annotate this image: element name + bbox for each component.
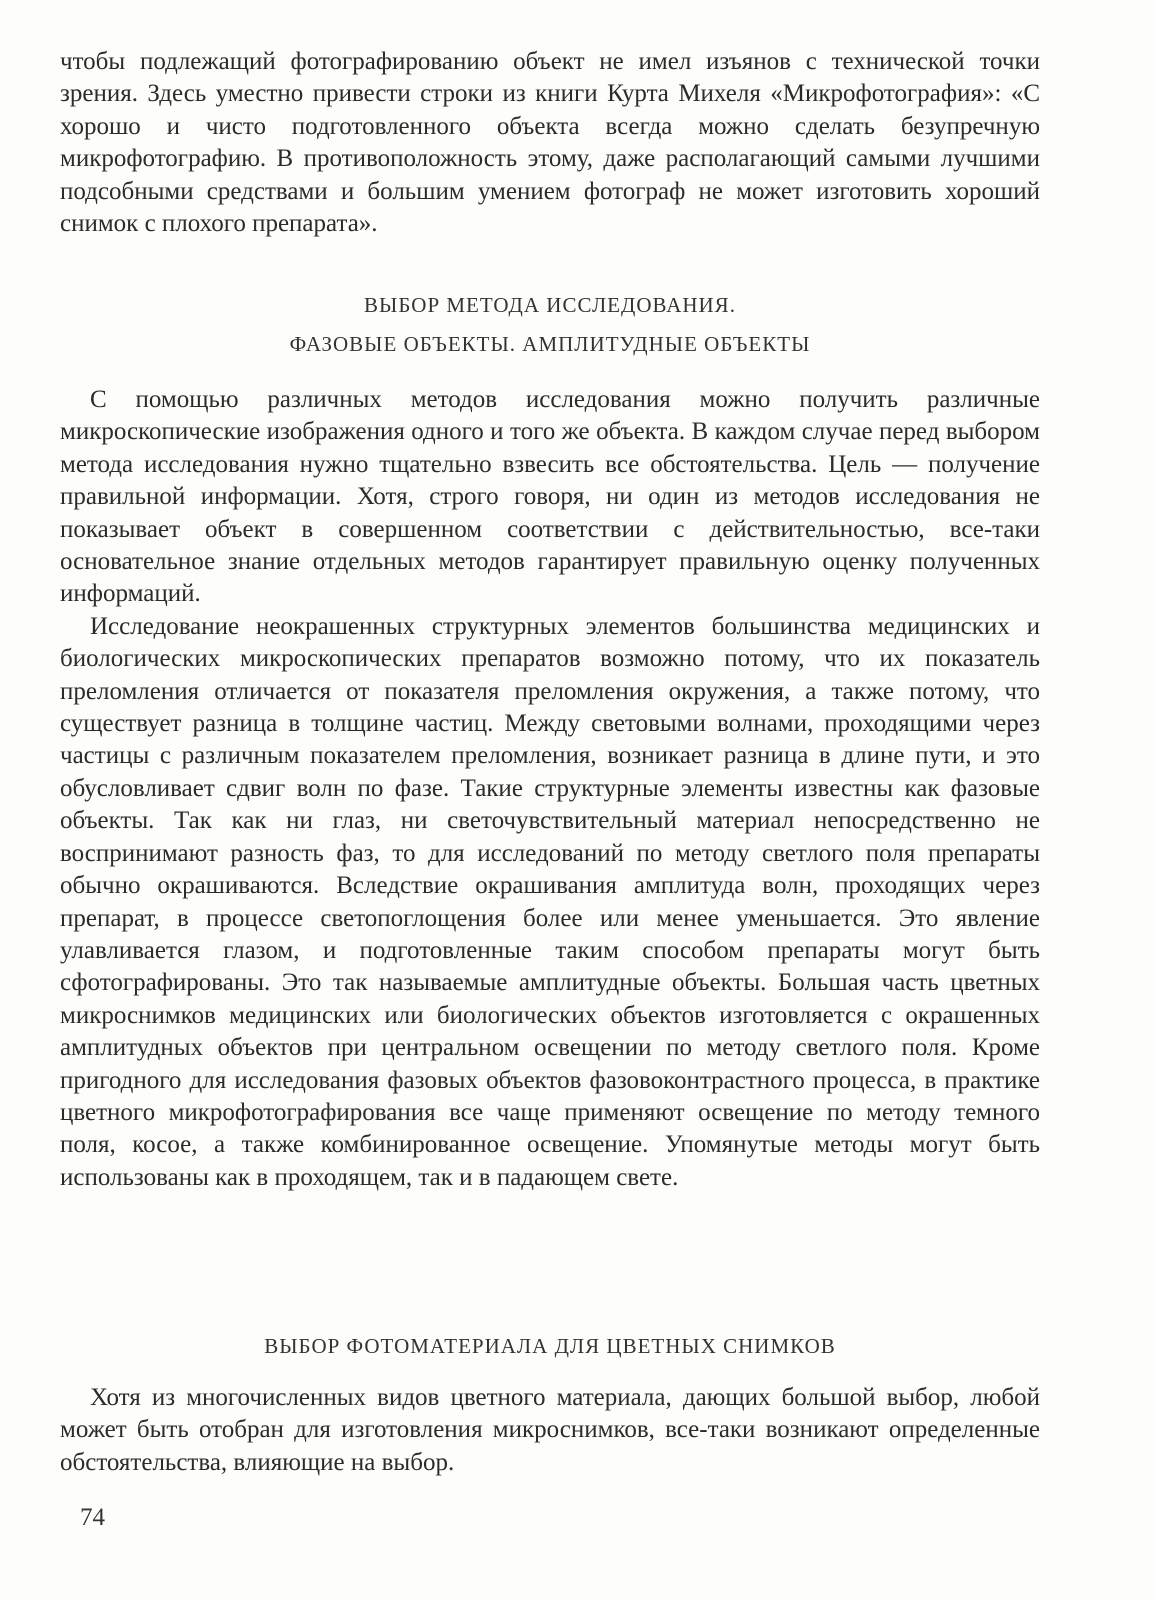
paragraph-photomaterial: Хотя из многочисленных видов цветного материала, дающих большой выбор, любой может быть отобран для изготовления микроснимков, все-таки возникают определенные обстоятельства, влияющие на выбор.	[60, 1384, 1040, 1476]
intro-section	[60, 46, 1040, 240]
paragraph-methods: С помощью различных методов исследования можно получить различные микроскопические изображения одного и того же объекта. В каждом случае перед выбором метода исследования нужно тщательно взвесить все обстоятельства. Цель — получение правильной информации. Хотя, строго говоря, ни один из методов исследования не показывает объект в совершенном соответствии с действительностью, все-таки основательное знание отдельных методов гарантирует правильную оценку полученных информаций.	[60, 386, 1040, 608]
method-section	[60, 384, 1040, 1194]
paragraph-phase-objects: Исследование неокрашенных структурных элементов большинства медицинских и биологических микроскопических препаратов возможно потому, что их показатель преломления отличается от показателя преломления окружения, а также потому, что существует разница в толщине частиц. Между световыми волнами, проходящими через частицы с различным показателем преломления, возникает разница в длине пути, и это обусловливает сдвиг волн по фазе. Такие структурные элементы известны как фазовые объекты. Так как ни глаз, ни светочувствительный материал непосредственно не воспринимают разность фаз, то для исследований по методу светлого поля препараты обычно окрашиваются. Вследствие окрашивания амплитуда волн, проходящих через препарат, в процессе светопоглощения более или менее уменьшается. Это явление улавливается глазом, и подготовленные таким способом препараты могут быть сфотографированы. Это так называемые амплитудные объекты. Большая часть цветных микроснимков медицинских или биологических объектов изготовляется с окрашенных амплитудных объектов при центральном освещении по методу светлого поля. Кроме пригодного для исследования фазовых объектов фазовоконтрастного процесса, в практике цветного микрофотографирования все чаще применяют освещение по методу темного поля, косое, а также комбинированное освещение. Упомянутые методы могут быть использованы как в проходящем, так и в падающем свете.	[60, 612, 1040, 1191]
section-heading-method-line-2: ФАЗОВЫЕ ОБЪЕКТЫ. АМПЛИТУДНЫЕ ОБЪЕКТЫ	[289, 332, 811, 356]
page-number: 74	[80, 1504, 105, 1531]
section-heading-method-line-1: ВЫБОР МЕТОДА ИССЛЕДОВАНИЯ.	[364, 293, 736, 317]
section-heading-photomaterial: ВЫБОР ФОТОМАТЕРИАЛА ДЛЯ ЦВЕТНЫХ СНИМКОВ	[264, 1334, 836, 1358]
photomaterial-section	[60, 1382, 1040, 1479]
paragraph-continuation: чтобы подлежащий фотографированию объект не имел изъянов с технической точки зрения. Здесь уместно привести строки из книги Курта Михеля «Микрофотография»: «С хорошо и чисто подготовленного объекта всегда можно сделать безупречную микрофотографию. В противоположность этому, даже располагающий самыми лучшими подсобными средствами и большим умением фотограф не может изготовить хороший снимок с плохого препарата».	[60, 48, 1040, 238]
